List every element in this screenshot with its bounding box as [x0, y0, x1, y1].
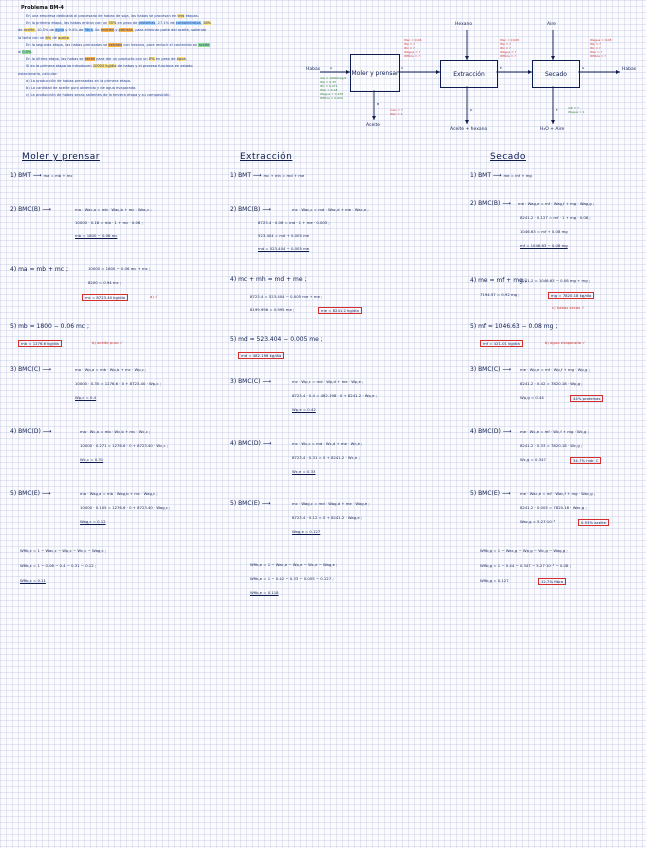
- stream-b-label: B: [377, 102, 380, 106]
- habas-label: Habas: [306, 67, 321, 72]
- col1-result-mc: mc = 8723.40 kg/día: [82, 294, 128, 301]
- col1-title: Moler y prensar: [22, 152, 100, 162]
- question-a: a) La producción de habas prensadas en la primera etapa.: [26, 78, 132, 83]
- col2-step5: 5) md = 523.404 − 0.005 me ;: [230, 336, 323, 343]
- col3-bmt: 1) BMT ⟶ me = mf + mg: [470, 172, 532, 179]
- stream-c-label: C: [401, 66, 404, 70]
- process-box-secado: Secado: [532, 60, 580, 88]
- process-diagram: [300, 20, 640, 145]
- col2-bmc-c: 3) BMC(C) ⟶: [230, 378, 271, 385]
- col1-step4: 4) ma = mb + mc ;: [10, 266, 68, 273]
- col2-step4: 4) mc + mh = md + me ;: [230, 276, 307, 283]
- col3-bmc-d: 4) BMC(D) ⟶: [470, 428, 512, 435]
- col1-bmc-b: 2) BMC(B) ⟶: [10, 206, 51, 213]
- col2-result-md: md = 482.198 kg/día: [238, 352, 284, 359]
- h2o-aire-label: H₂O + Aire: [540, 127, 565, 132]
- col1-bmc-d: 4) BMC(D) ⟶: [10, 428, 52, 435]
- col3-proteinas: 44% proteínas: [570, 395, 603, 402]
- stream-d-label: D: [470, 108, 473, 112]
- question-b: b) La cantidad de aceite puro obtenido y de agua evaporada.: [26, 86, 137, 91]
- hexano-label: Hexano: [455, 22, 473, 27]
- col2-result-me: me = 8241.2 kg/día: [318, 307, 362, 314]
- col3-bmc-e: 5) BMC(E) ⟶: [470, 490, 511, 497]
- col3-result-mf: mf = 421.01 kg/día: [480, 340, 523, 347]
- col2-bmt: 1) BMT ⟶ mc + mh = md + me: [230, 172, 305, 179]
- col3-step4: 4) me = mf + mg ;: [470, 277, 527, 284]
- aire-label: Aire: [547, 22, 556, 27]
- col3-hidr: 34.7% hidr. C: [570, 457, 601, 464]
- col1-bmt: 1) BMT ⟶ ma = mb + mc: [10, 172, 73, 179]
- habas-out-label: Habas: [622, 67, 637, 72]
- stream-g-label: G: [582, 66, 585, 70]
- col2-bmc-b: 2) BMC(B) ⟶: [230, 206, 271, 213]
- col2-bmc-e: 5) BMC(E) ⟶: [230, 500, 271, 507]
- col3-bmc-b: 2) BMC(B) ⟶: [470, 200, 511, 207]
- col1-bmc-c: 3) BMC(C) ⟶: [10, 366, 51, 373]
- stream-f-composition: Wagua = 0.08 Wp = ? Wc = ? Wac = ? Wfibra = ?: [590, 38, 612, 58]
- stream-f-label: F: [556, 108, 558, 112]
- col3-fibra: 12.7% fibra: [538, 578, 566, 585]
- input-composition: ma = 10000 kg/d Wp = 0.35 Wc = 0.271 Wac = 0.18 Wagua = 0.105 Wfibra = 0.094: [320, 76, 347, 100]
- col1-result-mb: mb = 1276.6 kg/día: [18, 340, 62, 347]
- process-box-moler: Moler y prensar: [350, 54, 400, 92]
- col1-bmc-e: 5) BMC(E) ⟶: [10, 490, 51, 497]
- col3-bmc-c: 3) BMC(C) ⟶: [470, 366, 511, 373]
- col1-step5: 5) mb = 1800 − 0.06 mc ;: [10, 323, 90, 330]
- problem-title: Problema BM-4: [21, 5, 64, 11]
- aceite-hexano-label: Aceite + hexano: [450, 127, 488, 132]
- col2-title: Extracción: [240, 152, 293, 162]
- col2-bmc-d: 4) BMC(D) ⟶: [230, 440, 272, 447]
- water-composition: mE = ? Wagua = 1: [568, 106, 585, 114]
- stream-a-label: A: [330, 66, 333, 70]
- stream-e-label: E: [500, 66, 502, 70]
- col3-title: Secado: [490, 152, 526, 162]
- col3-aceite: 0.53% aceite: [578, 519, 609, 526]
- aceite-composition: mac = ? Wac = 1: [390, 108, 403, 116]
- stream-b-composition: Wac = 0.06 Wp = ? Wc = ? Wagua = ? Wfibra = ?: [404, 38, 422, 58]
- col3-step5: 5) mf = 1046.63 − 0.08 mg ;: [470, 323, 558, 330]
- question-c: c) La producción de habas secas salientes de la tercera etapa y su composición.: [26, 93, 171, 98]
- problem-statement: En una empresa dedicada al procesado de habas de soja, las habas se procesan en tres etapas. En la primera etapa, las habas entran con un 35% en peso de proteínas, 27.1% de carbohidratos, 18% de aceite, 10.5% de agua y 9.4% de fibra. Se muelen y prensan, para eliminar parte del aceite, saliendo la torta con un 6% de aceite. En la segunda etapa, las habas prensadas se extraen con hexano, para reducir el contenido en aceite al 0.5%. En la última etapa, las habas se secan para dar un producto con un 8% en peso de agua. Si en la primera etapa se introducen 10000 kg/día de habas y el proceso funciona en estado estacionario, calcular: a) La producción de habas prensadas en la primera etapa. b) La cantidad de aceite puro obtenido y de agua evaporada. c) La producción de habas secas salientes de la tercera etapa y su composición.: [18, 13, 283, 99]
- stream-d-composition: Wac = 0.005 Wp = ? Wc = ? Wagua = ? Wfibra = ?: [500, 38, 520, 58]
- col3-result-mg: mg = 7820.18 kg/día: [548, 292, 594, 299]
- aceite-label: Aceite: [366, 123, 381, 128]
- process-box-extraccion: Extracción: [440, 60, 498, 88]
